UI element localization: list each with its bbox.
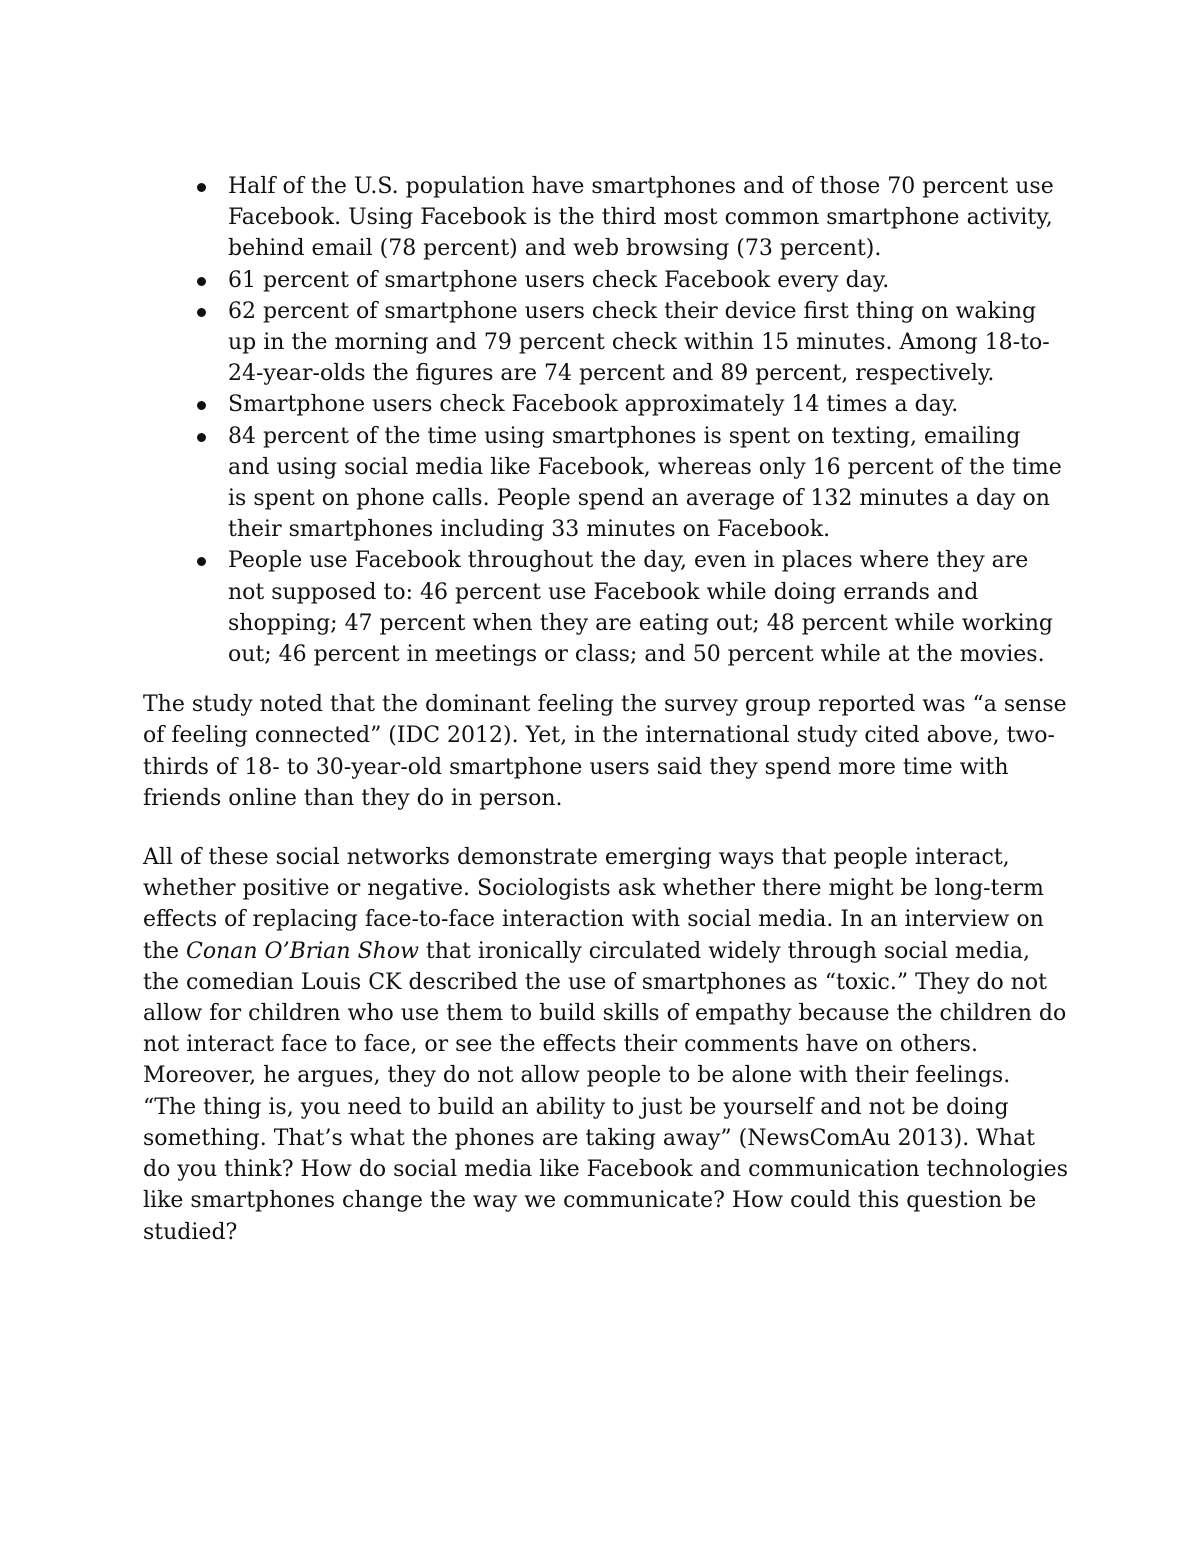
bullet-text: Half of the U.S. population have smartphones and of those 70 percent use Facebook. Using Facebook is the third most common smartphone activity, behind email (78 percent) and web browsing (73 percent). [228,174,1054,262]
bullet-item [143,545,1068,670]
bullet-icon [197,183,206,192]
bullet-item [143,421,1068,546]
paragraph-text-after-title: that ironically circulated widely through social media, the comedian Louis CK described the use of smartphones as “toxic.” They do not allow for children who use them to build skills of empathy because the children do not interact face to face, or see the effects their comments have on others. Moreover, he argues, they do not allow people to be alone with their feelings. “The thing is, you need to build an ability to just be yourself and not be doing something. That’s what the phones are taking away” (NewsComAu 2013). What do you think? How do social media like Facebook and communication technologies like smartphones change the way we communicate? How could this question be studied? [143,938,1068,1245]
statistics-bullet-list [143,171,1068,670]
bullet-item [143,265,1068,296]
bullet-icon [197,277,206,286]
bullet-item [143,389,1068,420]
social-networks-paragraph [143,842,1068,1248]
study-paragraph: The study noted that the dominant feeling the survey group reported was “a sense of feeling connected” (IDC 2012). Yet, in the international study cited above, two-thirds of 18- to 30-year-old smartphone users said they spend more time with friends online than they do in person. [143,692,1067,811]
document-body [143,171,1068,1276]
bullet-text: 84 percent of the time using smartphones is spent on texting, emailing and using social media like Facebook, whereas only 16 percent of the time is spent on phone calls. People spend an average of 132 minutes a day on their smartphones including 33 minutes on Facebook. [228,423,1062,543]
bullet-icon [197,308,206,317]
bullet-icon [197,433,206,442]
bullet-item [143,171,1068,265]
bullet-text: 62 percent of smartphone users check their device first thing on waking up in the morning and 79 percent check within 15 minutes. Among 18-to-24-year-olds the figures are 74 percent and 89 percent, respectively. [228,298,1050,387]
bullet-item [143,296,1068,390]
bullet-icon [197,401,206,410]
show-title: Conan O’Brian Show [186,938,419,964]
paragraph-text-before-title: All of these social networks demonstrate emerging ways that people interact, whether positive or negative. Sociologists ask whether there might be long-term effects of replacing face-to-face interaction with social media. In an interview on the [143,845,1044,964]
bullet-text: 61 percent of smartphone users check Facebook every day. [228,267,890,293]
bullet-text: People use Facebook throughout the day, even in places where they are not supposed to: 46 percent use Facebook while doing errands and shopping; 47 percent when they are eating out; 48 percent while working out; 46 percent in meetings or class; and 50 percent while at the movies. [228,548,1053,668]
bullet-text: Smartphone users check Facebook approximately 14 times a day. [228,392,959,418]
bullet-icon [197,557,206,566]
